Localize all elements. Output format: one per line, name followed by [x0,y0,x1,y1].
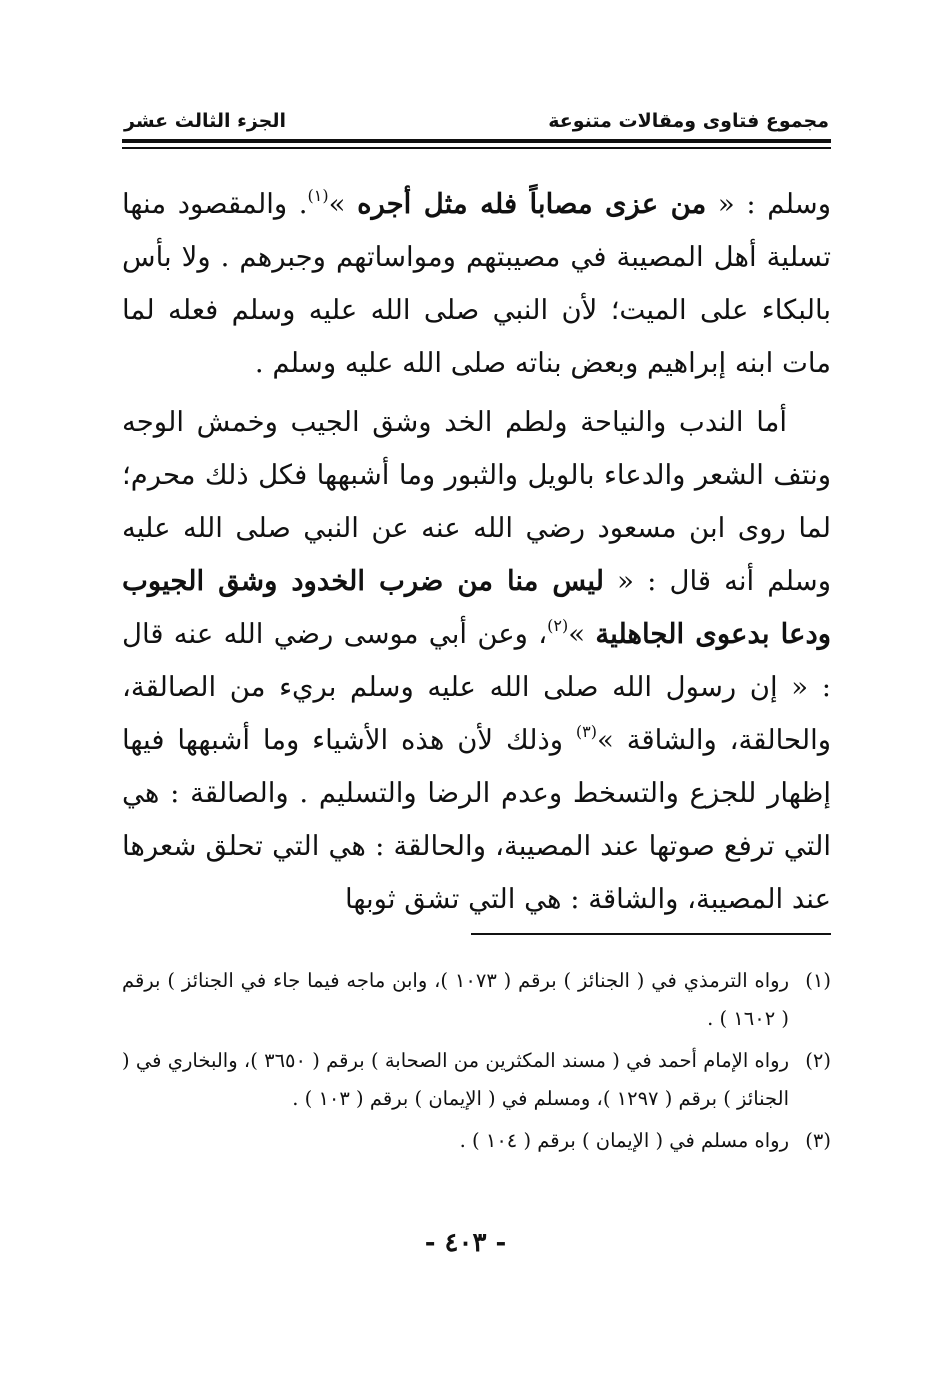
volume-label: الجزء الثالث عشر [124,110,287,132]
p1-pre: وسلم : « [706,188,831,220]
book-title: مجموع فتاوى ومقالات متنوعة [548,110,829,132]
hadith-quote-2: ليس منا من ضرب الخدود وشق الجيوب ودعا بدعوى الجاهلية [122,565,831,650]
p2-seg3: وذلك لأن هذه الأشياء وما أشبهها فيها إظهار للجزع والتسخط وعدم الرضا والتسليم . والصالقة : هي التي ترفع صوتها عند المصيبة، والحالقة : هي التي تحلق شعرها عند المصيبة، والشاقة : هي التي تشق ثوبها [122,724,831,915]
footnote-text: رواه مسلم في ( الإيمان ) برقم ( ١٠٤ ) . [459,1129,789,1152]
footnote-text: رواه الإمام أحمد في ( مسند المكثرين من الصحابة ) برقم ( ٣٦٥٠ )، والبخاري في ( الجنائز ) برقم ( ١٢٩٧ )، ومسلم في ( الإيمان ) برقم ( ١٠٣ ) . [122,1049,789,1110]
footnote-separator [471,933,831,935]
footnote-text: رواه الترمذي في ( الجنائز ) برقم ( ١٠٧٣ )، وابن ماجه فيما جاء في الجنائز ) برقم ( ١٦٠٢ ) . [122,969,789,1030]
footnotes [122,962,831,1164]
header-rule-thin [122,147,831,149]
footnote-1 [122,962,831,1038]
footnote-ref-3[interactable]: (٣) [575,722,598,741]
footnote-number: (٢) [805,1049,831,1072]
p2-close1: » [568,618,596,650]
footnote-ref-1[interactable]: (١) [307,186,329,205]
header-rule-thick [122,139,831,143]
running-header [124,98,829,132]
p1-close: » [328,188,358,220]
footnote-number: (١) [805,969,831,992]
p2-seg2: ، وعن أبي موسى رضي الله عنه قال : « إن رسول الله صلى الله عليه وسلم بريء من الصالقة، والحالقة، والشاقة » [122,618,832,756]
p2-seg1: أما الندب والنياحة ولطم الخد وشق الجيب وخمش الوجه ونتف الشعر والدعاء بالويل والثبور وما أشبهها فكل ذلك محرم؛ لما روى ابن مسعود رضي الله عنه عن النبي صلى الله عليه وسلم أنه قال : « [122,406,831,597]
paragraph-2 [122,396,831,926]
hadith-quote-1: من عزى مصاباً فله مثل أجره [357,188,707,220]
footnote-2 [122,1042,831,1118]
body-text [122,178,831,926]
paragraph-1 [122,178,831,390]
p1-post: . والمقصود منها تسلية أهل المصيبة في مصيبتهم ومواساتهم وجبرهم . ولا بأس بالبكاء على الميت؛ لأن النبي صلى الله عليه وسلم فعله لما مات ابنه إبراهيم وبعض بناته صلى الله عليه وسلم . [122,188,831,379]
footnote-3 [122,1122,831,1160]
page-number: - ٤٠٣ - [424,1228,507,1258]
footnote-ref-2[interactable]: (٢) [547,616,569,635]
footnote-number: (٣) [805,1129,831,1152]
